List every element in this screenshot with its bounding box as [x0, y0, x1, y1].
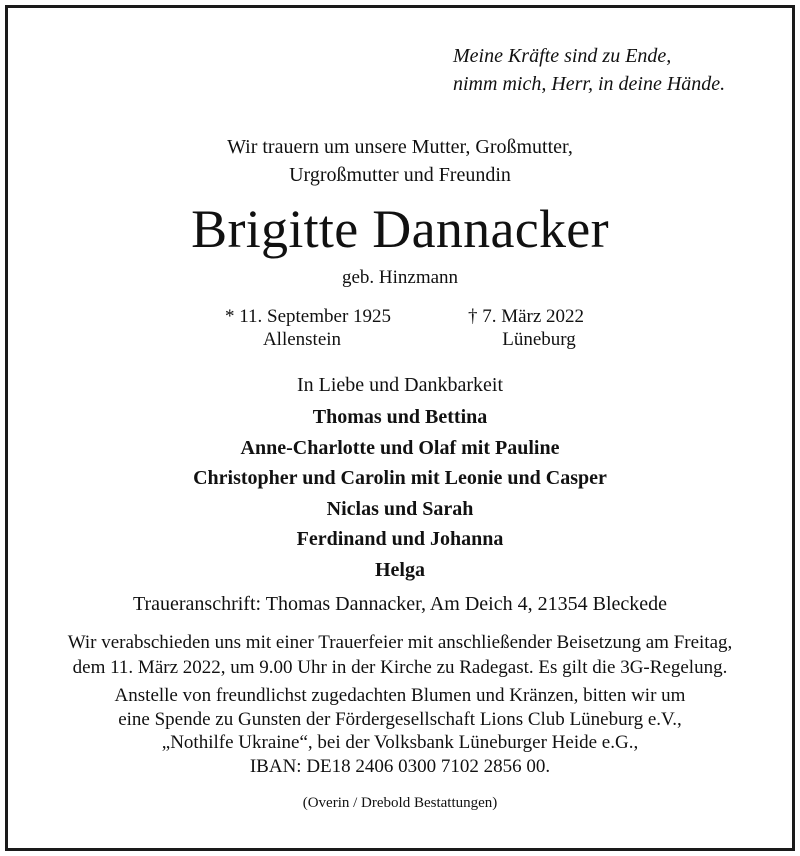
intro-line: Urgroßmutter und Freundin [289, 164, 511, 186]
death-place: Lüneburg [502, 329, 576, 350]
family-list [0, 402, 800, 585]
motto-verse [453, 42, 725, 98]
donation-line: eine Spende zu Gunsten der Fördergesellschaft Lions Club Lüneburg e.V., [118, 708, 682, 730]
maiden-name: geb. Hinzmann [341, 267, 459, 288]
motto-line: nimm mich, Herr, in deine Hände. [453, 73, 726, 95]
intro-text [0, 133, 800, 189]
deceased-name: Brigitte Dannacker [191, 199, 609, 259]
mourning-address: Traueranschrift: Thomas Dannacker, Am Deich 4, 21354 Bleckede [132, 593, 668, 615]
donation-info [0, 684, 800, 778]
family-member: Helga [375, 558, 425, 581]
intro-line: Wir trauern um unsere Mutter, Großmutter, [227, 136, 573, 158]
birth-info [213, 305, 403, 351]
ceremony-info [0, 630, 800, 680]
dedication-text: In Liebe und Dankbarkeit [296, 374, 504, 396]
ceremony-line: dem 11. März 2022, um 9.00 Uhr in der Kirche zu Radegast. Es gilt die 3G-Regelung. [72, 657, 728, 678]
donation-line: Anstelle von freundlichst zugedachten Blumen und Kränzen, bitten wir um [114, 685, 686, 706]
ceremony-line: Wir verabschieden uns mit einer Trauerfeier mit anschließender Beisetzung am Freitag, [67, 632, 733, 653]
death-date: † 7. März 2022 [467, 306, 585, 327]
family-member: Anne-Charlotte und Olaf mit Pauline [240, 436, 560, 459]
undertaker-credit: (Overin / Drebold Bestattungen) [302, 795, 498, 811]
family-member: Thomas und Bettina [312, 406, 488, 428]
motto-line: Meine Kräfte sind zu Ende, [453, 45, 672, 67]
donation-line: „Nothilfe Ukraine“, bei der Volksbank Lüneburger Heide e.G., [161, 732, 639, 753]
death-info [446, 305, 606, 351]
family-member: Ferdinand und Johanna [296, 528, 504, 550]
donation-line: IBAN: DE18 2406 0300 7102 2856 00. [249, 755, 551, 777]
birth-date: * 11. September 1925 [224, 306, 392, 327]
family-member: Niclas und Sarah [326, 497, 474, 520]
family-member: Christopher und Carolin mit Leonie und Casper [193, 467, 607, 489]
birth-place: Allenstein [262, 329, 342, 350]
